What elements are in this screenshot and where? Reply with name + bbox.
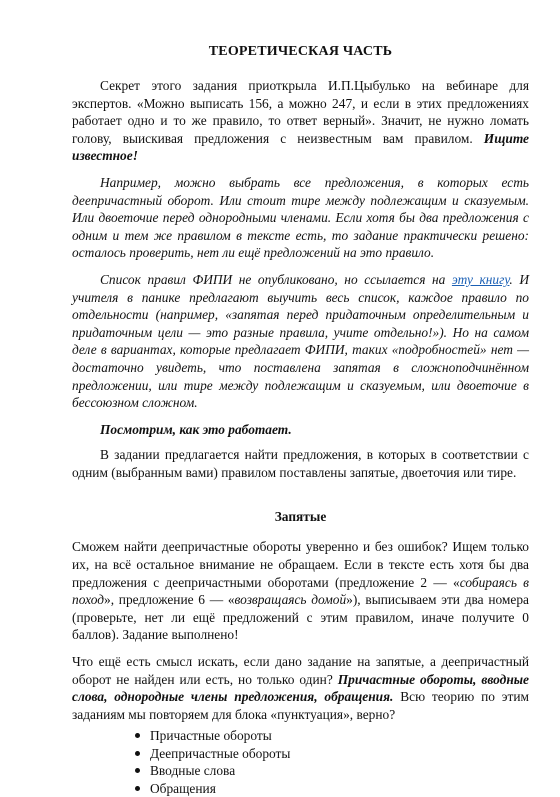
intro-text: Секрет этого задания приоткрыла И.П.Цыбулько на вебинаре для экспертов. «Можно выписать 156, а можно 247, и если в этих предложениях работает одно и то же правило, то ответ верный». Значит, не нужно ломать голову, выискивая предложения с неизвестным вам правилом. [72, 78, 529, 146]
paragraph-participles [72, 538, 529, 644]
paragraph-intro [72, 77, 529, 165]
fipi-text-after: . И учителя в панике предлагают выучить весь список, каждое правило по отдельности (например, «запятая перед придаточным определительным и придаточным цели — это разные правила, учите отдельно!»). Но на самом деле в вариантах, которые предлагает ФИПИ, таких «подробностей» нет — достаточно увидеть, что поставлена запятая в сложноподчинённом предложении, или тире между подлежащим и сказуемым, или двоеточие в бессоюзном сложном. [72, 271, 529, 411]
what-else-text-1: Что ещё есть смысл искать, если дано задание на запятые, а деепричастный оборот не найден или есть, но только один? [72, 654, 529, 687]
list-item: Вводные слова [150, 762, 529, 779]
book-link[interactable]: эту книгу [451, 271, 510, 287]
page-title: ТЕОРЕТИЧЕСКАЯ ЧАСТЬ [208, 44, 393, 59]
paragraph-lets-see: Посмотрим, как это работает. [100, 421, 292, 437]
intro-emphasis: Ищите известное! [72, 130, 529, 164]
paragraph-example: Например, можно выбрать все предложения, в которых есть деепричастный оборот. Или стоит тире между подлежащим и сказуемым. Или двоеточие перед однородными членами. Если хотя бы два предложения с одним и тем же правилом в тексте есть, то задание практически решено: осталось проверить, нет ли ещё предложений на это правило. [72, 174, 529, 261]
participles-text-2: », предложение 6 — « [104, 592, 235, 608]
paragraph-task: В задании предлагается найти предложения, в которых в соответствии с одним (выбранным вами) правилом поставлены запятые, двоеточия или тире. [72, 447, 529, 480]
what-else-text-2: Всю теорию по этим заданиям мы повторяем для блока «пунктуация», верно? [72, 689, 529, 722]
participles-example-1: собираясь в поход [72, 574, 529, 608]
participles-example-2: возвращаясь домой [234, 592, 347, 608]
list-item: Деепричастные обороты [150, 745, 529, 762]
list-item: Причастные обороты [150, 727, 529, 744]
participles-text-3: »), выписываем эти два номера (проверьте, нет ли ещё предложений с этим правилом, иначе получите 0 баллов). Задание выполнено! [72, 592, 529, 643]
what-else-emphasis: Причастные обороты, вводные слова, однородные члены предложения, обращения. [72, 671, 529, 705]
bullet-list [72, 727, 529, 797]
list-item: Обращения [150, 780, 529, 797]
fipi-text-before: Список правил ФИПИ не опубликовано, но ссылается на [100, 271, 452, 287]
paragraph-fipi [72, 271, 529, 412]
participles-text-1: Сможем найти деепричастные обороты уверенно и без ошибок? Ищем только их, на всё остальное внимание не обращаем. Если в тексте есть хотя бы два предложения с деепричастными оборотами (предложение 2 — « [72, 539, 529, 590]
paragraph-what-else [72, 653, 529, 723]
section-heading-commas: Запятые [274, 509, 327, 525]
